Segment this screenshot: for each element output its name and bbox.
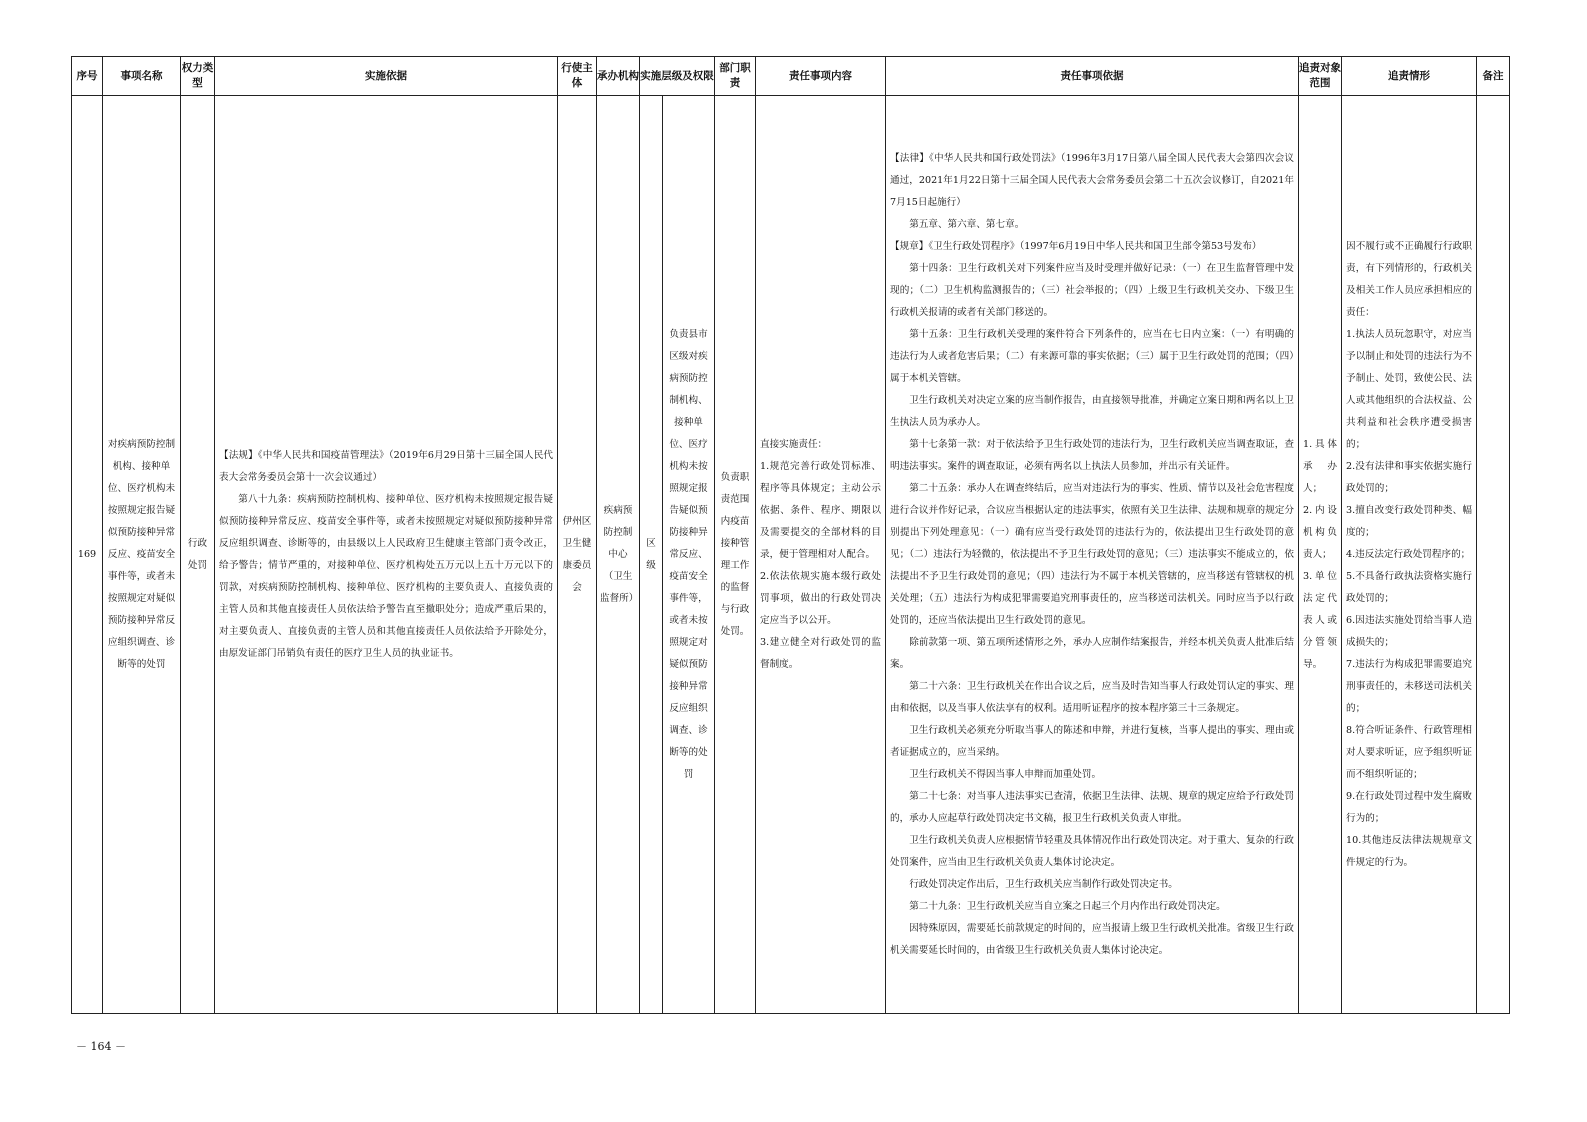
- scope-item-0: 1.具体承办人；: [1303, 438, 1337, 494]
- resp-basis-para: 第十五条：卫生行政机关受理的案件符合下列条件的，应当在七日内立案：（一）有明确的违法行为人或者危害后果；（二）有来源可靠的事实依据；（三）属于卫生行政处罚的范围；（四）属于本机关管辖。: [890, 328, 1294, 384]
- situation-item: 9.在行政处罚过程中发生腐败行为的；: [1346, 790, 1472, 824]
- responsibility-table: [71, 56, 1510, 1014]
- cell-dept-duty: 负责职责范围内疫苗接种管理工作的监督与行政处罚。: [715, 96, 756, 1014]
- resp-content-para-3: 3.建立健全对行政处罚的监督制度。: [760, 636, 881, 670]
- situation-item: 2.没有法律和事实依据实施行政处罚的；: [1346, 460, 1472, 494]
- situation-item: 4.违反法定行政处罚程序的；: [1346, 548, 1471, 560]
- scope-item-2: 3.单位法定代表人或分管领导。: [1303, 570, 1337, 670]
- cell-remark: [1477, 96, 1510, 1014]
- header-level: 实施层级及权限: [640, 57, 715, 96]
- resp-basis-para: 第五章、第六章、第七章。: [909, 218, 1025, 230]
- header-subject: 行使主体: [558, 57, 597, 96]
- cell-power-type: 行政处罚: [181, 96, 215, 1014]
- cell-level-scope: 负责县市区级对疾病预防控制机构、接种单位、医疗机构未按照规定报告疑似预防接种异常反应、疫苗安全事件等，或者未按照规定对疑似预防接种异常反应组织调查、诊断等的处罚: [663, 96, 715, 1014]
- resp-basis-para: 除前款第一项、第五项所述情形之外，承办人应制作结案报告，并经本机关负责人批准后结案。: [890, 636, 1294, 670]
- resp-basis-para: 第二十六条：卫生行政机关在作出合议之后，应当及时告知当事人行政处罚认定的事实、理由和依据，以及当事人依法享有的权利。适用听证程序的按本程序第三十三条规定。: [890, 680, 1294, 714]
- cell-basis: [215, 96, 558, 1014]
- basis-para-1: 第八十九条：疾病预防控制机构、接种单位、医疗机构未按照规定报告疑似预防接种异常反应、疫苗安全事件等，或者未按照规定对疑似预防接种异常反应组织调查、诊断等的，由县级以上人民政府卫生健康主管部门责令改正，给予警告；情节严重的，对接种单位、医疗机构处五万元以上五十万元以下的罚款，对疾病预防控制机构、接种单位、医疗机构的主要负责人、直接负责的主管人员和其他直接责任人员依法给予警告直至撤职处分；造成严重后果的，对主要负责人、直接负责的主管人员和其他直接责任人员依法给予开除处分，由原发证部门吊销负有责任的医疗卫生人员的执业证书。: [219, 493, 553, 659]
- header-power-type: 权力类型: [181, 57, 215, 96]
- basis-para-0: 【法规】《中华人民共和国疫苗管理法》（2019年6月29日第十三届全国人民代表大会常务委员会第十一次会议通过）: [219, 449, 553, 483]
- resp-basis-para: 卫生行政机关不得因当事人申辩而加重处罚。: [909, 768, 1102, 780]
- resp-content-para-0: 直接实施责任：: [760, 438, 828, 450]
- cell-situation: [1342, 96, 1477, 1014]
- resp-content-para-2: 2.依法依规实施本级行政处罚事项，做出的行政处罚决定应当予以公开。: [760, 570, 881, 626]
- header-basis: 实施依据: [215, 57, 558, 96]
- situation-item: 3.擅自改变行政处罚种类、幅度的；: [1346, 504, 1472, 538]
- situation-item: 5.不具备行政执法资格实施行政处罚的；: [1346, 570, 1472, 604]
- header-situation: 追责情形: [1342, 57, 1477, 96]
- resp-basis-para: 因特殊原因，需要延长前款规定的时间的，应当报请上级卫生行政机关批准。省级卫生行政机关需要延长时间的，由省级卫生行政机关负责人集体讨论决定。: [890, 922, 1294, 956]
- header-scope: 追责对象范围: [1299, 57, 1342, 96]
- page-number: － 164 －: [76, 1040, 126, 1053]
- resp-content-para-1: 1.规范完善行政处罚标准、程序等具体规定；主动公示依据、条件、程序、期限以及需要提交的全部材料的目录，便于管理相对人配合。: [760, 460, 881, 560]
- situation-item: 10.其他违反法律法规规章文件规定的行为。: [1346, 834, 1472, 868]
- cell-level: 区级: [640, 96, 663, 1014]
- resp-basis-para: 第二十九条：卫生行政机关应当自立案之日起三个月内作出行政处罚决定。: [909, 900, 1226, 912]
- header-row: [72, 57, 1510, 96]
- situation-item: 8.符合听证条件、行政管理相对人要求听证，应予组织听证而不组织听证的；: [1346, 724, 1472, 780]
- situation-item: 因不履行或不正确履行行政职责，有下列情形的，行政机关及相关工作人员应承担相应的责任：: [1346, 240, 1472, 318]
- header-organ: 承办机构: [597, 57, 640, 96]
- resp-basis-para: 卫生行政机关负责人应根据情节轻重及具体情况作出行政处罚决定。对于重大、复杂的行政处罚案件，应当由卫生行政机关负责人集体讨论决定。: [890, 834, 1294, 868]
- table-row: [72, 96, 1510, 1014]
- cell-seq: 169: [72, 96, 103, 1014]
- cell-subject: 伊州区卫生健康委员会: [558, 96, 597, 1014]
- header-seq: 序号: [72, 57, 103, 96]
- resp-basis-para: 行政处罚决定作出后，卫生行政机关应当制作行政处罚决定书。: [909, 878, 1178, 890]
- resp-basis-para: 卫生行政机关对决定立案的应当制作报告，由直接领导批准，并确定立案日期和两名以上卫生执法人员为承办人。: [890, 394, 1294, 428]
- cell-name: 对疾病预防控制机构、接种单位、医疗机构未按照规定报告疑似预防接种异常反应、疫苗安全事件等，或者未按照规定对疑似预防接种异常反应组织调查、诊断等的处罚: [103, 96, 181, 1014]
- scope-item-1: 2.内设机构负责人；: [1303, 504, 1337, 560]
- resp-basis-para: 第二十五条：承办人在调查终结后，应当对违法行为的事实、性质、情节以及社会危害程度进行合议并作好记录，合议应当根据认定的违法事实，依照有关卫生法律、法规和规章的规定分别提出下列处理意见：（一）确有应当受行政处罚的违法行为的，依法提出卫生行政处罚的意见；（二）违法行为轻微的，依法提出不予卫生行政处罚的意见；（三）违法事实不能成立的，依法提出不予卫生行政处罚的意见；（四）违法行为不属于本机关管辖的，应当移送有管辖权的机关处理；（五）违法行为构成犯罪需要追究刑事责任的，应当移送司法机关。同时应当予以行政处罚的，还应当依法提出卫生行政处罚的意见。: [890, 482, 1294, 626]
- header-name: 事项名称: [103, 57, 181, 96]
- resp-basis-para: 第十四条：卫生行政机关对下列案件应当及时受理并做好记录：（一）在卫生监督管理中发现的；（二）卫生机构监测报告的；（三）社会举报的；（四）上级卫生行政机关交办、下级卫生行政机关报请的或者有关部门移送的。: [890, 262, 1294, 318]
- cell-scope: [1299, 96, 1342, 1014]
- resp-basis-para: 第二十七条：对当事人违法事实已查清，依据卫生法律、法规、规章的规定应给予行政处罚的，承办人应起草行政处罚决定书文稿，报卫生行政机关负责人审批。: [890, 790, 1294, 824]
- header-resp-basis: 责任事项依据: [886, 57, 1299, 96]
- resp-basis-para: 第十七条第一款：对于依法给予卫生行政处罚的违法行为，卫生行政机关应当调查取证，查明违法事实。案件的调查取证，必须有两名以上执法人员参加，并出示有关证件。: [890, 438, 1294, 472]
- situation-item: 7.违法行为构成犯罪需要追究刑事责任的，未移送司法机关的；: [1346, 658, 1472, 714]
- resp-basis-para: 【规章】《卫生行政处罚程序》（1997年6月19日中华人民共和国卫生部令第53号发布）: [890, 240, 1262, 252]
- header-remark: 备注: [1477, 57, 1510, 96]
- header-dept-duty: 部门职责: [715, 57, 756, 96]
- resp-basis-para: 【法律】《中华人民共和国行政处罚法》（1996年3月17日第八届全国人民代表大会第四次会议通过，2021年1月22日第十三届全国人民代表大会常务委员会第二十五次会议修订，自2021年7月15日起施行）: [890, 152, 1294, 208]
- cell-resp-basis: [886, 96, 1299, 1014]
- situation-item: 1.执法人员玩忽职守，对应当予以制止和处罚的违法行为不予制止、处罚，致使公民、法人或其他组织的合法权益、公共利益和社会秩序遭受损害的；: [1346, 328, 1472, 450]
- resp-basis-para: 卫生行政机关必须充分听取当事人的陈述和申辩，并进行复核，当事人提出的事实、理由或者证据成立的，应当采纳。: [890, 724, 1294, 758]
- cell-organ: 疾病预防控制中心（卫生监督所）: [597, 96, 640, 1014]
- situation-item: 6.因违法实施处罚给当事人造成损失的；: [1346, 614, 1472, 648]
- cell-resp-content: [756, 96, 886, 1014]
- header-resp-content: 责任事项内容: [756, 57, 886, 96]
